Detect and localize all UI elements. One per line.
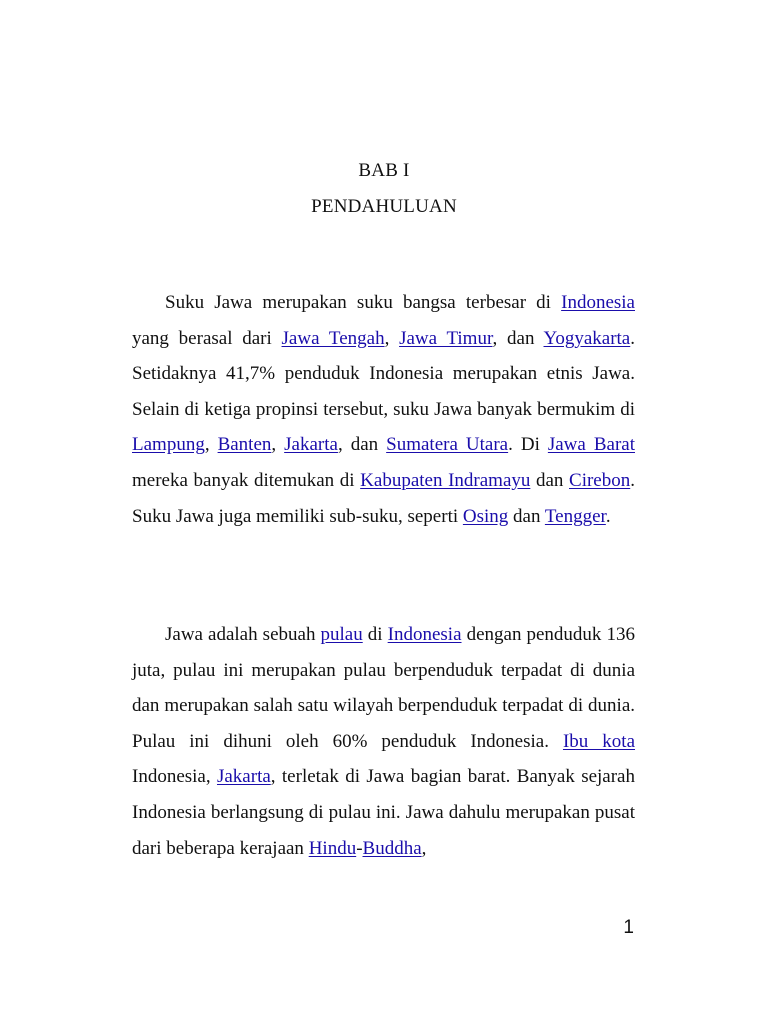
link-jakarta-2[interactable]: Jakarta: [216, 766, 271, 788]
text-run: . Suku Jawa juga memiliki sub-suku, seperti: [132, 469, 635, 527]
link-indonesia[interactable]: Indonesia: [561, 292, 635, 313]
text-run: ,: [204, 434, 218, 456]
text-run: ,: [271, 434, 285, 456]
text-run: , dan: [337, 434, 387, 456]
link-banten[interactable]: Banten: [217, 434, 272, 456]
text-run: ,: [384, 327, 400, 349]
link-kabupaten-indramayu[interactable]: Kabupaten Indramayu: [360, 469, 531, 491]
link-cirebon[interactable]: Cirebon: [569, 469, 631, 491]
paragraph-2: [132, 617, 635, 866]
text-run: ,: [421, 837, 427, 859]
text-run: . Setidaknya 41,7% penduduk Indonesia merupakan etnis Jawa. Selain di ketiga propinsi tersebut, suku Jawa banyak bermukim di: [132, 327, 635, 420]
link-jawa-barat[interactable]: Jawa Barat: [547, 434, 635, 456]
text-run: dengan penduduk 136 juta, pulau ini merupakan pulau berpenduduk terpadat di dunia dan merupakan salah satu wilayah berpenduduk terpadat di dunia. Pulau ini dihuni oleh 60% penduduk Indonesia.: [132, 624, 635, 752]
text-run: Suku Jawa merupakan suku bangsa terbesar di: [165, 292, 562, 313]
text-run: mereka banyak ditemukan di: [132, 469, 361, 491]
text-run: , terletak di Jawa bagian barat. Banyak sejarah Indonesia berlangsung di pulau ini. Jawa dahulu merupakan pusat dari beberapa kerajaan: [132, 766, 635, 859]
text-run: di: [362, 624, 388, 645]
text-run: -: [356, 837, 363, 859]
text-run: dan: [530, 469, 570, 491]
text-run: dan: [508, 505, 545, 527]
page-number: 1: [623, 917, 634, 938]
link-yogyakarta[interactable]: Yogyakarta: [543, 327, 631, 349]
text-run: yang berasal dari: [132, 327, 282, 349]
chapter-number: BAB I: [358, 160, 410, 181]
link-jawa-tengah[interactable]: Jawa Tengah: [281, 327, 385, 349]
link-indonesia-2[interactable]: Indonesia: [387, 624, 462, 645]
link-tengger[interactable]: Tengger: [544, 505, 606, 527]
text-run: .: [605, 505, 611, 527]
chapter-title: PENDAHULUAN: [311, 196, 457, 217]
link-lampung[interactable]: Lampung: [132, 434, 205, 456]
text-run: . Di: [508, 434, 548, 456]
text-run: , dan: [492, 327, 544, 349]
link-jawa-timur[interactable]: Jawa Timur: [399, 327, 493, 349]
link-pulau[interactable]: pulau: [320, 624, 363, 645]
link-osing[interactable]: Osing: [462, 505, 509, 527]
link-hindu[interactable]: Hindu: [308, 837, 357, 859]
paragraph-1: [132, 285, 635, 534]
link-ibu-kota[interactable]: Ibu kota: [562, 730, 636, 752]
text-run: Indonesia,: [132, 766, 217, 788]
link-buddha[interactable]: Buddha: [362, 837, 422, 859]
link-sumatera-utara[interactable]: Sumatera Utara: [386, 434, 509, 456]
link-jakarta[interactable]: Jakarta: [284, 434, 338, 456]
text-run: Jawa adalah sebuah: [165, 624, 321, 645]
